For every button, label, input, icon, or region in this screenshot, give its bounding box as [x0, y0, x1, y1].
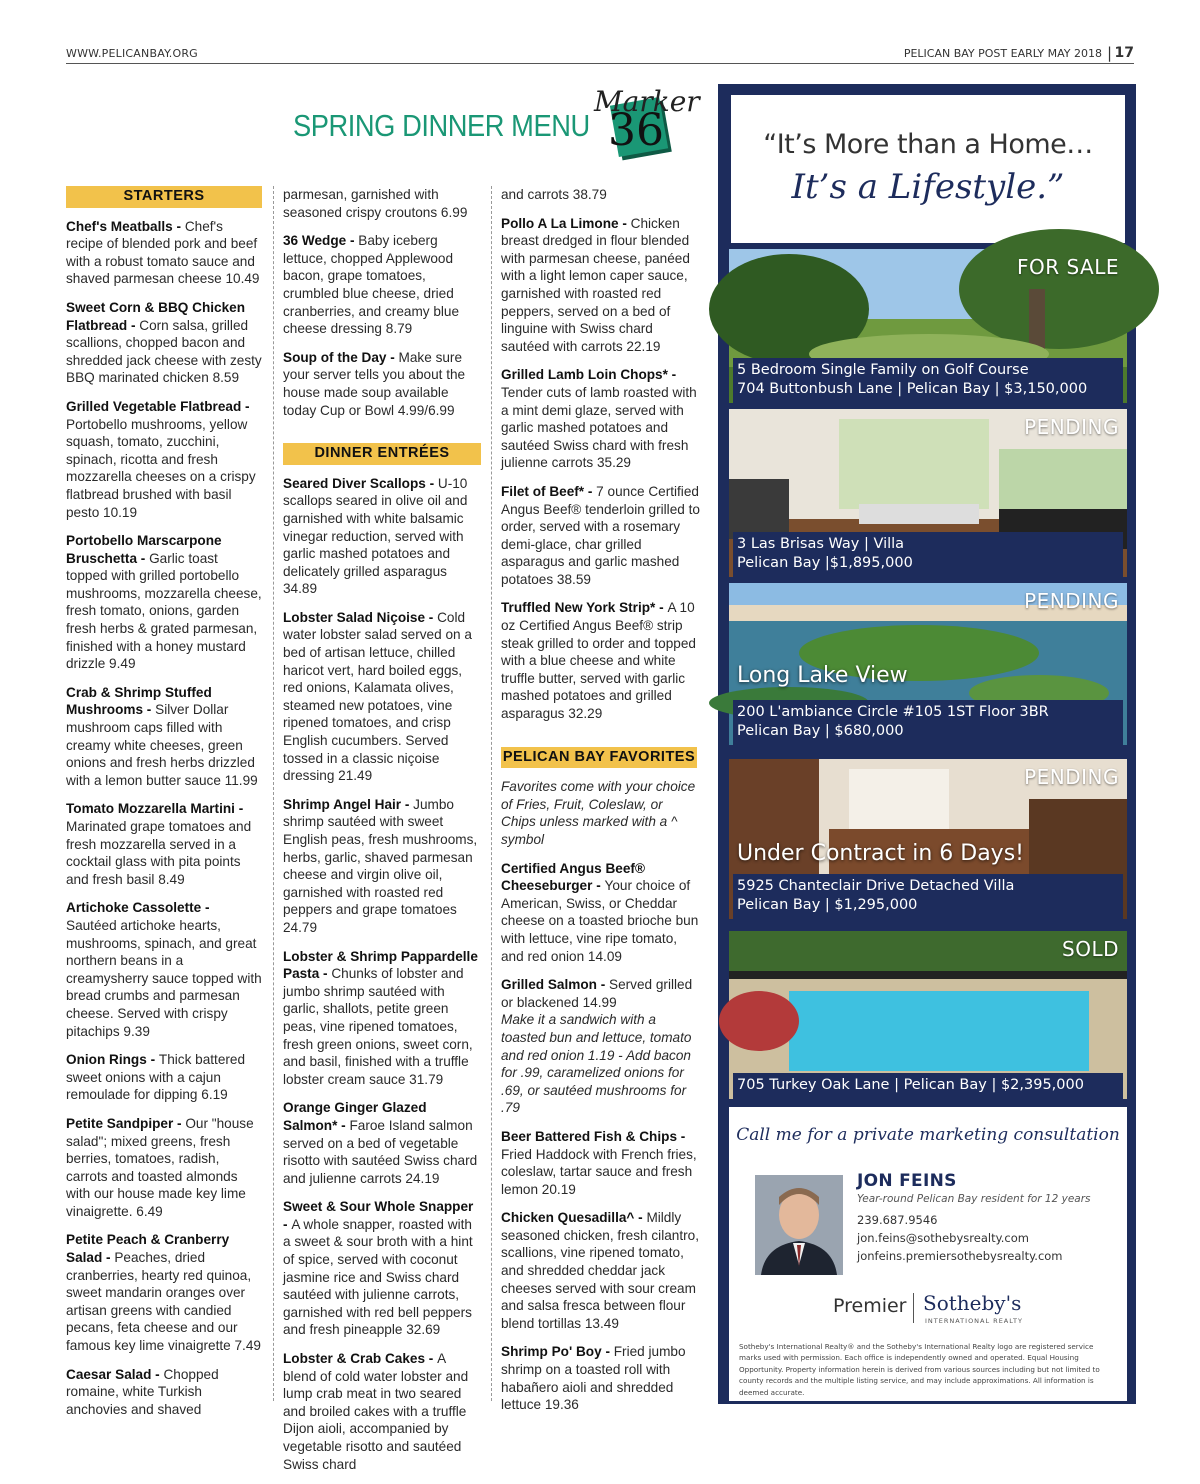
listing-line-2: Pelican Bay | $1,295,000 — [737, 897, 918, 913]
menu-item-description: Peaches, dried cranberries, hearty red quinoa, sweet mandarin oranges over artisan greens with candied pecans, feta cheese and our famous key lime vinaigrette 7.49 — [66, 1250, 261, 1354]
menu-item-description: Jumbo shrimp sautéed with sweet English peas, fresh mushrooms, herbs, garlic, shaved parmesan cheese and virgin olive oil, garnished with roasted red peppers and grape tomatoes 24.79 — [283, 796, 478, 935]
page-header — [66, 44, 1134, 64]
menu-item-description: Your choice of American, Swiss, or Cheddar cheese on a toasted brioche bun with lettuce, vine ripe tomato, and red onion 14.09 — [501, 878, 699, 964]
menu-item — [66, 1366, 262, 1419]
menu-item-name: Truffled New York Strip* - — [501, 600, 668, 616]
menu-item — [501, 366, 701, 472]
brand-sothebys: Sotheby's — [923, 1291, 1022, 1315]
menu-item — [501, 215, 701, 356]
menu-item-description: A 10 oz Certified Angus Beef® strip steak grilled to order and topped with a blue cheese and white truffle butter, served with garlic mashed potatoes and grilled asparagus 32.29 — [501, 600, 696, 722]
menu-item — [66, 899, 262, 1040]
listing-caption — [733, 874, 1123, 919]
menu-item — [66, 532, 262, 673]
menu-item-description: Fried Haddock with French fries, coleslaw, tartar sauce and fresh lemon 20.19 — [501, 1146, 697, 1197]
menu-item-name: Seared Diver Scallops - — [283, 475, 438, 491]
menu-item — [283, 796, 481, 937]
menu-item — [501, 599, 701, 722]
listing-sold — [729, 931, 1127, 1099]
favorites-list — [501, 860, 701, 1414]
menu-item — [501, 1128, 701, 1198]
menu-item-description: Chunks of lobster and jumbo shrimp sautéed with garlic, shallots, petite green peas, vine ripened tomatoes, fresh green onions, sweet corn, and basil, finished with a truffle lobster cream sauce 31.79 — [283, 966, 473, 1087]
menu-item — [66, 800, 262, 888]
listing-status: FOR SALE — [1016, 255, 1119, 279]
listing-caption — [733, 358, 1123, 403]
menu-item-description: Chicken breast dredged in flour blended with parmesan cheese, panéed with a light lemon caper sauce, garnished with roasted red peppers, served on a bed of linguine with Swiss chard sautéed with carrots 22.19 — [501, 215, 690, 354]
tagline-line-1: “It’s More than a Home… — [763, 129, 1093, 160]
listing-status: PENDING — [1024, 765, 1119, 789]
menu-item-name: Lobster & Crab Cakes - — [283, 1351, 438, 1367]
menu-item — [501, 186, 701, 204]
menu-item — [66, 1051, 262, 1104]
listing-status: PENDING — [1024, 415, 1119, 439]
issue-label: PELICAN BAY POST EARLY MAY 2018 — [903, 47, 1102, 60]
menu-item — [283, 1099, 481, 1187]
listing-highlight: Under Contract in 6 Days! — [737, 841, 1024, 866]
menu-item-description: A whole snapper, roasted with a sweet & sour broth with a hint of spice, served with coconut jasmine rice and Swiss chard sautéed with julienne carrots, garnished with red bell peppers and fresh pineapple 32.69 — [283, 1216, 473, 1338]
menu-item-description: parmesan, garnished with seasoned crispy croutons 6.99 — [283, 187, 468, 220]
sothebys-logo — [729, 1291, 1127, 1331]
menu-item — [283, 349, 481, 419]
menu-item-addon: Make it a sandwich with a toasted bun and lettuce, tomato and red onion 1.19 - Add bacon for .99, caramelized onions for .69, or sautéed mushrooms for .79 — [501, 1012, 692, 1116]
listing-status: SOLD — [1062, 937, 1119, 961]
menu-item — [501, 483, 701, 589]
menu-item-description: Marinated grape tomatoes and fresh mozzarella served in a cocktail glass with pita points and fresh basil 8.49 — [66, 819, 252, 887]
menu-item-description: Fried jumbo shrimp on a toasted roll with habañero aioli and shredded lettuce 19.36 — [501, 1344, 686, 1413]
menu-item-description: Faroe Island salmon served on a bed of vegetable risotto with sautéed Swiss chard and julienne carrots 24.19 — [283, 1117, 478, 1186]
menu-item — [501, 1209, 701, 1332]
agent-website: jonfeins.premiersothebysrealty.com — [857, 1249, 1063, 1263]
column-divider — [491, 186, 492, 1401]
menu-item-name: Beer Battered Fish & Chips - — [501, 1128, 686, 1144]
menu-item — [283, 948, 481, 1089]
menu-item — [283, 609, 481, 785]
menu-item-name: Portobello Marscarpone Bruschetta - — [66, 533, 222, 566]
menu-item-name: Grilled Lamb Loin Chops* - — [501, 367, 677, 383]
menu-item — [283, 475, 481, 598]
agent-email: jon.feins@sothebysrealty.com — [857, 1231, 1029, 1245]
menu-item-name: Grilled Salmon - — [501, 977, 610, 993]
brand-international: INTERNATIONAL REALTY — [925, 1317, 1023, 1325]
menu-item — [283, 232, 481, 338]
header-separator: | — [1106, 44, 1112, 62]
menu-item — [66, 1231, 262, 1354]
listing-line-1: 5925 Chanteclair Drive Detached Villa — [737, 878, 1015, 894]
logo-number: 36 — [608, 105, 664, 156]
menu-item-description: Thick battered sweet onions with a cajun remoulade for dipping 6.19 — [66, 1052, 246, 1103]
menu-item-name: Shrimp Angel Hair - — [283, 796, 414, 812]
listing-highlight: Long Lake View — [737, 663, 908, 688]
menu-column-1 — [66, 186, 262, 1429]
menu-item-name: Sweet & Sour Whole Snapper - — [283, 1199, 474, 1232]
menu-item-name: Onion Rings - — [66, 1052, 159, 1068]
favorites-note: Favorites come with your choice of Fries, Fruit, Coleslaw, or Chips unless marked with a ^ symbol — [501, 779, 696, 847]
agent-phone: 239.687.9546 — [857, 1213, 938, 1227]
menu-item-name: Artichoke Cassolette - — [66, 900, 210, 916]
brand-divider — [913, 1293, 914, 1323]
starters-continued-list — [283, 186, 481, 419]
menu-item — [66, 299, 262, 387]
menu-item-name: Lobster & Shrimp Pappardelle Pasta - — [283, 948, 478, 982]
starters-list — [66, 218, 262, 1419]
listing-caption — [733, 1073, 1123, 1099]
favorites-heading: PELICAN BAY FAVORITES — [501, 747, 697, 769]
menu-item-name: Petite Sandpiper - — [66, 1115, 186, 1131]
menu-item-name: Soup of the Day - — [283, 349, 399, 365]
starters-heading: STARTERS — [66, 186, 262, 208]
menu-item-description: Make sure your server tells you about the house made soup available today Cup or Bowl 4.99/6.99 — [283, 349, 466, 418]
menu-item-name: Lobster Salad Niçoise - — [283, 609, 438, 625]
menu-item — [501, 976, 701, 1117]
menu-item-name: Shrimp Po' Boy - — [501, 1344, 614, 1360]
menu-item — [283, 1350, 481, 1473]
menu-item-name: Orange Ginger Glazed Salmon* - — [283, 1100, 427, 1133]
menu-item-description: Chef's recipe of blended pork and beef with a robust tomato sauce and shaved parmesan cheese 10.49 — [66, 218, 260, 287]
menu-item — [283, 1198, 481, 1339]
entrees-continued-list — [501, 186, 701, 723]
menu-item-description: 7 ounce Certified Angus Beef® tenderloin grilled to order, served with a rosemary demi-glace, char grilled asparagus and garlic mashed potatoes 38.59 — [501, 483, 700, 587]
menu-item — [66, 398, 262, 521]
menu-item-description: Portobello mushrooms, yellow squash, tomato, zucchini, spinach, ricotta and fresh mozzarella cheeses on a crispy flatbread brushed with basil pesto 10.19 — [66, 416, 256, 520]
menu-item — [66, 684, 262, 790]
menu-item-name: Sweet Corn & BBQ Chicken Flatbread - — [66, 299, 246, 333]
consultation-callout: Call me for a private marketing consultation — [736, 1125, 1120, 1145]
listing-line-2: Pelican Bay |$1,895,000 — [737, 555, 913, 571]
menu-column-2 — [283, 186, 481, 1484]
menu-item-name: Caesar Salad - — [66, 1366, 164, 1382]
menu-item-description: Corn salsa, grilled scallions, chopped bacon and shredded jack cheese with zesty BBQ marinated chicken 8.59 — [66, 317, 262, 386]
menu-item-name: Filet of Beef* - — [501, 483, 597, 499]
menu-item-name: Grilled Vegetable Flatbread - — [66, 398, 250, 414]
menu-item-description: Tender cuts of lamb roasted with a mint demi glaze, served with garlic mashed potatoes and sautéed Swiss chard with fresh julienne carrots 35.29 — [501, 384, 697, 471]
entrees-list — [283, 475, 481, 1473]
agent-photo — [755, 1175, 843, 1275]
menu-item-description: Baby iceberg lettuce, chopped Applewood bacon, grape tomatoes, crumbled blue cheese, dried cranberries, and creamy blue cheese dressing 8.79 — [283, 233, 460, 337]
listing-caption — [733, 532, 1123, 577]
menu-item-description: Silver Dollar mushroom caps filled with creamy white cheeses, green onions and fresh herbs drizzled with a lemon butter sauce 11.99 — [66, 702, 258, 788]
legal-disclaimer: Sotheby's International Realty® and the Sotheby's International Realty logo are registered service marks used with permission. Each office is independently owned and operated. Equal Housing Opportunity. Property information herein is derived from various sources including but not limited to county records and the multiple listing service, and may include approximations. All information is deemed accurate. — [739, 1342, 1100, 1397]
agent-tagline: Year-round Pelican Bay resident for 12 years — [857, 1193, 1091, 1205]
menu-item-description: Garlic toast topped with grilled portobello mushrooms, mozzarella cheese, fresh tomato, onions, garden fresh herbs & grated parmesan, finished with a honey mustard drizzle 9.49 — [66, 550, 262, 672]
menu-item-name: Chicken Quesadilla^ - — [501, 1210, 647, 1226]
menu-item-description: Mildly seasoned chicken, fresh cilantro, scallions, vine ripened tomato, and shredded cheddar jack cheeses served with sour cream and salsa fresca between flour blend tortillas 13.49 — [501, 1210, 699, 1331]
realty-ad — [718, 84, 1136, 1404]
listing-status: PENDING — [1024, 589, 1119, 613]
agent-contact-box — [729, 1107, 1127, 1401]
listing-pending-contract — [729, 759, 1127, 919]
menu-item-name: Chef's Meatballs - — [66, 218, 185, 234]
menu-item — [283, 186, 481, 221]
menu-item-description: Served grilled or blackened 14.99 — [501, 977, 693, 1010]
menu-title: SPRING DINNER MENU — [293, 108, 590, 143]
menu-item-description: Cold water lobster salad served on a bed of artisan lettuce, chilled haricot vert, hard boiled eggs, red onions, Kalamata olives, steamed new potatoes, vine ripened tomatoes, and crisp English cucumbers. Served tossed in a classic niçoise dressing 21.49 — [283, 609, 472, 784]
listing-for-sale — [729, 249, 1127, 403]
menu-item — [66, 1115, 262, 1221]
menu-item-description: U-10 scallops seared in olive oil and garnished with white balsamic vinegar reduction, served with garlic mashed potatoes and delicately grilled asparagus 34.89 — [283, 475, 468, 597]
brand-premier: Premier — [833, 1295, 907, 1317]
menu-item-description: Chopped romaine, white Turkish anchovies and shaved — [66, 1366, 219, 1417]
entrees-heading: DINNER ENTRÉES — [283, 443, 481, 465]
page-number: 17 — [1114, 45, 1134, 61]
menu-column-3 — [501, 186, 701, 1425]
menu-item-description: A blend of cold water lobster and lump crab meat in two seared and broiled cakes with a truffle Dijon aioli, accompanied by vegetable risotto and sautéed Swiss chard — [283, 1351, 469, 1472]
menu-item-name: Tomato Mozzarella Martini - — [66, 801, 244, 817]
logo-word: Marker — [594, 85, 700, 118]
listing-pending-villa — [729, 409, 1127, 577]
agent-name: JON FEINS — [857, 1171, 957, 1191]
marker-36-logo — [594, 85, 704, 165]
menu-item-description: Our "house salad"; mixed greens, fresh berries, tomatoes, radish, carrots and toasted almonds with our house made key lime vinaigrette. 6.49 — [66, 1115, 254, 1219]
listing-line-1: 705 Turkey Oak Lane | Pelican Bay | $2,395,000 — [737, 1077, 1084, 1093]
listing-line-2: 704 Buttonbush Lane | Pelican Bay | $3,150,000 — [737, 381, 1088, 397]
listing-line-1: 5 Bedroom Single Family on Golf Course — [737, 362, 1029, 378]
tagline-line-2: It’s a Lifestyle.” — [791, 167, 1065, 207]
listing-line-2: Pelican Bay | $680,000 — [737, 723, 904, 739]
listing-caption — [733, 700, 1123, 745]
menu-item-name: Certified Angus Beef® Cheeseburger - — [501, 860, 645, 894]
menu-item-name: Pollo A La Limone - — [501, 215, 631, 231]
column-divider — [273, 186, 274, 1401]
listing-line-1: 200 L'ambiance Circle #105 1ST Floor 3BR — [737, 704, 1049, 720]
menu-item — [501, 1343, 701, 1413]
ad-tagline-box — [731, 95, 1125, 243]
menu-item-name: Petite Peach & Cranberry Salad - — [66, 1232, 230, 1266]
listing-line-1: 3 Las Brisas Way | Villa — [737, 536, 905, 552]
menu-item-description: Sautéed artichoke hearts, mushrooms, spinach, and great northern beans in a creamysherry sauce topped with bread crumbs and parmesan cheese. Served with crispy pitachips 9.39 — [66, 917, 262, 1039]
menu-item-description: and carrots 38.79 — [501, 187, 607, 202]
menu-item-name: Crab & Shrimp Stuffed Mushrooms - — [66, 684, 212, 718]
menu-item — [66, 218, 262, 288]
menu-item-name: 36 Wedge - — [283, 233, 359, 249]
site-url: WWW.PELICANBAY.ORG — [66, 47, 198, 60]
menu-item — [501, 860, 701, 966]
listing-pending-lake — [729, 583, 1127, 745]
